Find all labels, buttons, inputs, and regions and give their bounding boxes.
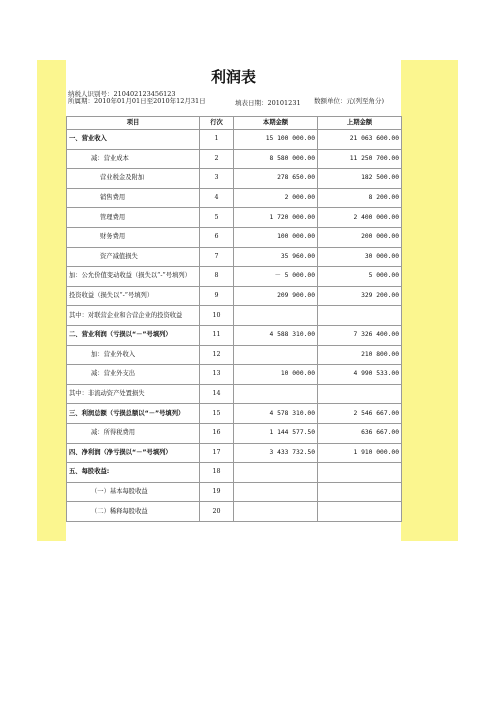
row-item: 投资收益（损失以“-”号填列） bbox=[67, 286, 200, 306]
row-current bbox=[234, 482, 318, 502]
table-row bbox=[67, 423, 402, 443]
row-prior: 329 200.00 bbox=[318, 286, 402, 306]
taxpayer-id: 纳税人识别号：210402123456123 bbox=[68, 90, 176, 98]
row-prior: 182 500.00 bbox=[318, 169, 402, 189]
table-row bbox=[67, 365, 402, 385]
header-item: 项目 bbox=[67, 117, 200, 130]
row-line: 5 bbox=[200, 208, 234, 228]
table-row bbox=[67, 149, 402, 169]
table-row bbox=[67, 169, 402, 189]
report-period: 所属期：2010年01月01日至2010年12月31日 bbox=[68, 97, 206, 105]
row-item: （二）稀释每股收益 bbox=[67, 502, 200, 522]
row-current: 10 000.00 bbox=[234, 365, 318, 385]
row-current: 278 650.00 bbox=[234, 169, 318, 189]
row-prior: 8 200.00 bbox=[318, 188, 402, 208]
row-item: 减：营业外支出 bbox=[67, 365, 200, 385]
row-item: 财务费用 bbox=[67, 227, 200, 247]
row-current bbox=[234, 306, 318, 326]
table-row bbox=[67, 130, 402, 150]
row-item: 管理费用 bbox=[67, 208, 200, 228]
row-line: 2 bbox=[200, 149, 234, 169]
row-item: 销售费用 bbox=[67, 188, 200, 208]
row-prior bbox=[318, 502, 402, 522]
highlight-band-right bbox=[401, 60, 458, 541]
table-header-row bbox=[67, 117, 402, 130]
table-row bbox=[67, 384, 402, 404]
row-line: 1 bbox=[200, 130, 234, 150]
row-prior: 1 910 000.00 bbox=[318, 443, 402, 463]
amount-unit: 数额单位：元(列至角分) bbox=[314, 97, 385, 105]
row-current bbox=[234, 463, 318, 483]
row-current: 209 900.00 bbox=[234, 286, 318, 306]
row-item: 五、每股收益: bbox=[67, 463, 200, 483]
row-line: 14 bbox=[200, 384, 234, 404]
row-item: 减：营业成本 bbox=[67, 149, 200, 169]
table-row bbox=[67, 404, 402, 424]
table-row bbox=[67, 443, 402, 463]
row-prior: 636 667.00 bbox=[318, 423, 402, 443]
row-current: － 5 000.00 bbox=[234, 267, 318, 287]
row-line: 6 bbox=[200, 227, 234, 247]
row-prior bbox=[318, 482, 402, 502]
row-line: 12 bbox=[200, 345, 234, 365]
table-row bbox=[67, 208, 402, 228]
row-item: 资产减值损失 bbox=[67, 247, 200, 267]
row-item: 其中：对联营企业和合营企业的投资收益 bbox=[67, 306, 200, 326]
row-current: 35 960.00 bbox=[234, 247, 318, 267]
table-row bbox=[67, 306, 402, 326]
row-item: 减：所得税费用 bbox=[67, 423, 200, 443]
row-item: （一）基本每股收益 bbox=[67, 482, 200, 502]
row-prior: 2 400 000.00 bbox=[318, 208, 402, 228]
row-prior bbox=[318, 306, 402, 326]
row-item: 其中：非流动资产处置损失 bbox=[67, 384, 200, 404]
row-line: 9 bbox=[200, 286, 234, 306]
row-prior: 210 800.00 bbox=[318, 345, 402, 365]
row-item: 二、营业利润（亏损以“－”号填列） bbox=[67, 325, 200, 345]
row-line: 20 bbox=[200, 502, 234, 522]
row-current: 3 433 732.50 bbox=[234, 443, 318, 463]
table-row bbox=[67, 325, 402, 345]
table-row bbox=[67, 345, 402, 365]
row-current bbox=[234, 502, 318, 522]
header-prior: 上期金额 bbox=[318, 117, 402, 130]
row-line: 15 bbox=[200, 404, 234, 424]
row-current: 100 000.00 bbox=[234, 227, 318, 247]
table-row bbox=[67, 188, 402, 208]
row-item: 四、净利润（净亏损以“－”号填列） bbox=[67, 443, 200, 463]
table-row bbox=[67, 502, 402, 522]
row-current: 1 720 000.00 bbox=[234, 208, 318, 228]
row-current: 8 580 000.00 bbox=[234, 149, 318, 169]
table-row bbox=[67, 286, 402, 306]
row-line: 3 bbox=[200, 169, 234, 189]
row-line: 17 bbox=[200, 443, 234, 463]
row-prior: 11 250 700.00 bbox=[318, 149, 402, 169]
row-current bbox=[234, 345, 318, 365]
table-row bbox=[67, 227, 402, 247]
row-line: 11 bbox=[200, 325, 234, 345]
row-item: 加：公允价值变动收益（损失以“-”号填列） bbox=[67, 267, 200, 287]
row-prior: 21 063 600.00 bbox=[318, 130, 402, 150]
row-line: 10 bbox=[200, 306, 234, 326]
table-row bbox=[67, 267, 402, 287]
row-current: 1 144 577.50 bbox=[234, 423, 318, 443]
income-statement-table bbox=[66, 116, 402, 522]
row-prior: 7 326 400.00 bbox=[318, 325, 402, 345]
row-prior: 4 990 533.00 bbox=[318, 365, 402, 385]
highlight-band-left bbox=[37, 60, 66, 541]
row-item: 加：营业外收入 bbox=[67, 345, 200, 365]
row-prior: 200 000.00 bbox=[318, 227, 402, 247]
fill-date: 填表日期：20101231 bbox=[235, 99, 301, 107]
row-item: 一、营业收入 bbox=[67, 130, 200, 150]
row-line: 18 bbox=[200, 463, 234, 483]
row-line: 4 bbox=[200, 188, 234, 208]
row-prior: 30 000.00 bbox=[318, 247, 402, 267]
row-current: 4 578 310.00 bbox=[234, 404, 318, 424]
row-current: 2 000.00 bbox=[234, 188, 318, 208]
row-prior bbox=[318, 384, 402, 404]
row-prior: 2 546 667.00 bbox=[318, 404, 402, 424]
row-line: 13 bbox=[200, 365, 234, 385]
table-row bbox=[67, 463, 402, 483]
row-current bbox=[234, 384, 318, 404]
row-line: 16 bbox=[200, 423, 234, 443]
table-row bbox=[67, 482, 402, 502]
row-item: 三、利润总额（亏损总额以“－”号填列） bbox=[67, 404, 200, 424]
row-line: 8 bbox=[200, 267, 234, 287]
row-prior bbox=[318, 463, 402, 483]
report-title: 利润表 bbox=[210, 68, 256, 86]
table-row bbox=[67, 247, 402, 267]
header-current: 本期金额 bbox=[234, 117, 318, 130]
row-prior: 5 000.00 bbox=[318, 267, 402, 287]
row-line: 7 bbox=[200, 247, 234, 267]
row-current: 4 588 310.00 bbox=[234, 325, 318, 345]
row-item: 营业税金及附加 bbox=[67, 169, 200, 189]
row-current: 15 100 000.00 bbox=[234, 130, 318, 150]
row-line: 19 bbox=[200, 482, 234, 502]
header-line: 行次 bbox=[200, 117, 234, 130]
